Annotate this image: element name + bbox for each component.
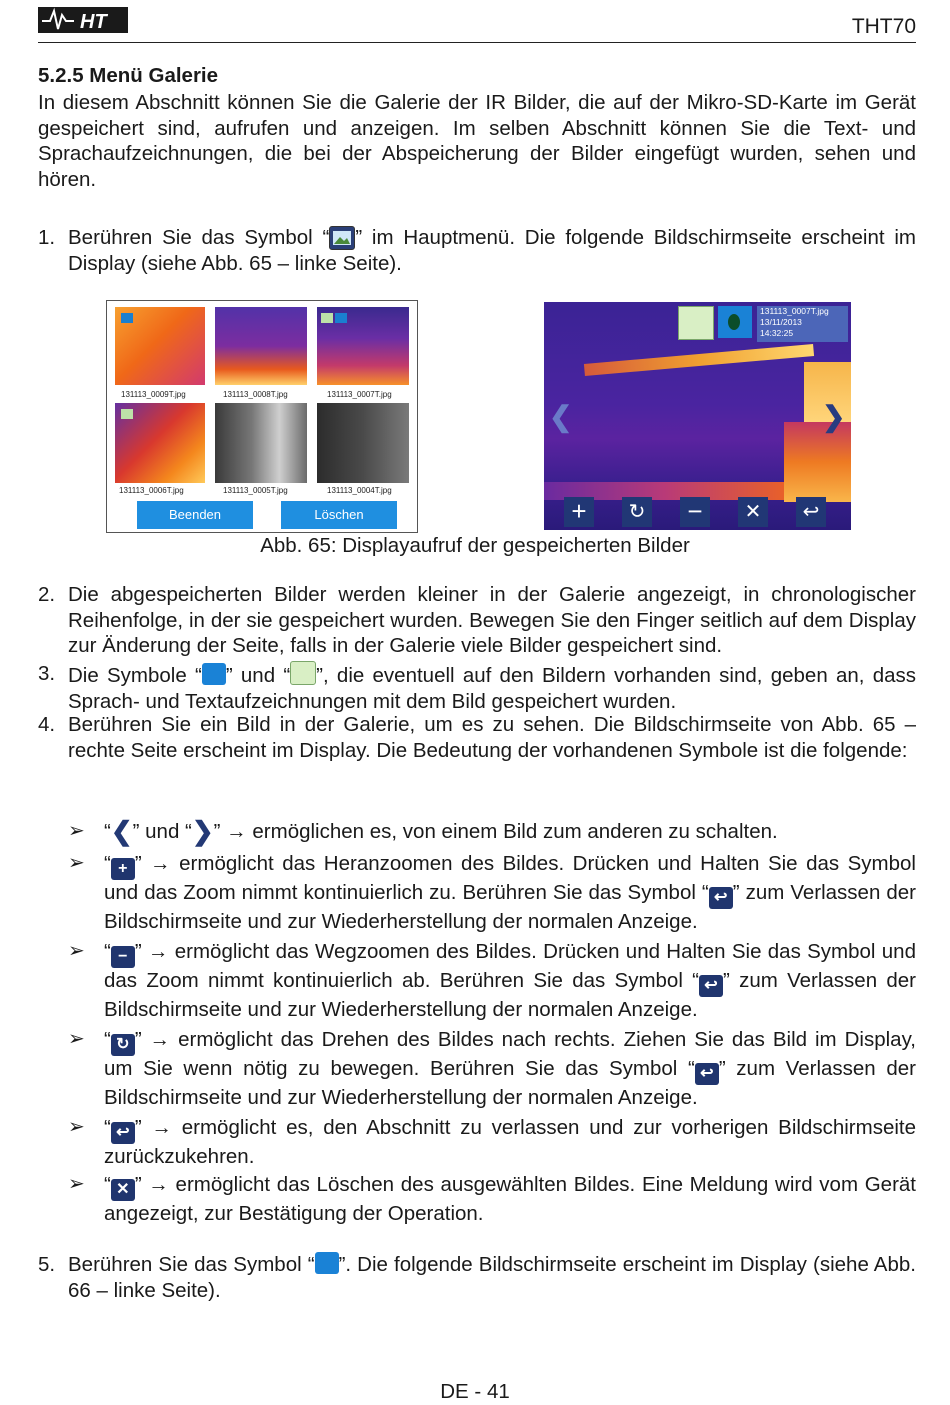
step-number: 4. xyxy=(38,713,56,736)
bullet-arrow-icon: ➢ xyxy=(68,820,85,842)
voice-note-icon xyxy=(202,663,226,685)
thumbnail-label: 131113_0005T.jpg xyxy=(223,486,288,495)
thumbnail xyxy=(115,307,205,385)
voice-badge-icon xyxy=(121,313,133,323)
step-text-cont: ”. Die folgende Bildschirmseite erscheint im Display (siehe Abb. 66 – linke Seite). xyxy=(68,1253,916,1302)
bullet-back xyxy=(68,1115,916,1170)
bullet-text: ” zum Verlassen der Bildschirmseite und zur Wiederherstellung der normalen Anzeige. xyxy=(104,881,916,933)
voice-note-icon xyxy=(315,1252,339,1274)
bullet-text: ” → ermöglicht es, den Abschnitt zu verlassen und zur vorherigen Bildschirmseite zurückzukehren. xyxy=(104,1116,916,1168)
text-note-icon xyxy=(290,661,316,685)
gallery-screenshot xyxy=(106,300,418,533)
step-number: 3. xyxy=(38,662,56,685)
zoom-out-button[interactable]: − xyxy=(680,497,710,527)
bullet-text: “ xyxy=(104,1028,111,1051)
back-icon: ↩ xyxy=(695,1063,719,1085)
prev-arrow-icon[interactable]: ❮ xyxy=(549,401,573,432)
prev-arrow-icon: ❮ xyxy=(110,816,133,846)
bullet-text: “ xyxy=(104,1173,111,1196)
rotate-icon: ↻ xyxy=(111,1034,135,1056)
step-4 xyxy=(38,712,916,763)
back-icon: ↩ xyxy=(111,1122,135,1144)
next-arrow-icon: ❯ xyxy=(191,816,214,846)
file-time: 14:32:25 xyxy=(760,328,794,338)
hot-area xyxy=(784,422,851,502)
ht-logo xyxy=(38,5,130,35)
thumbnail-label: 131113_0004T.jpg xyxy=(327,486,392,495)
thumbnail-label: 131113_0008T.jpg xyxy=(223,390,288,399)
step-5 xyxy=(38,1252,916,1303)
delete-button[interactable]: Löschen xyxy=(281,501,397,529)
bullet-arrow-icon: ➢ xyxy=(68,1116,85,1138)
page-number: DE - 41 xyxy=(440,1380,510,1403)
bullet-text: ” → ermöglicht das Heranzoomen des Bildes. Drücken und Halten Sie das Symbol und das Zoom nimmt kontinuierlich zu. Berühren Sie das Symbol “ xyxy=(104,852,916,904)
back-button[interactable]: ↩ xyxy=(796,497,826,527)
text-note-badge-icon xyxy=(321,313,333,323)
thumbnail-label: 131113_0007T.jpg xyxy=(327,390,392,399)
thumbnail-label: 131113_0009T.jpg xyxy=(121,390,186,399)
bullet-arrow-icon: ➢ xyxy=(68,940,85,962)
thumbnail xyxy=(215,307,307,385)
bullet-text: ” → ermöglicht das Löschen des ausgewählten Bildes. Eine Meldung wird vom Gerät angezeigt, zur Bestätigung der Operation. xyxy=(104,1173,916,1225)
back-icon: ↩ xyxy=(699,975,723,997)
thumbnail xyxy=(115,403,205,483)
delete-icon: ✕ xyxy=(111,1179,135,1201)
bullet-arrow-icon: ➢ xyxy=(68,852,85,874)
rotate-button[interactable]: ↻ xyxy=(622,497,652,527)
bullet-rotate xyxy=(68,1027,916,1111)
step-1 xyxy=(38,225,916,276)
back-icon: ↩ xyxy=(709,887,733,909)
figure-caption: Abb. 65: Displayaufruf der gespeicherten Bilder xyxy=(260,534,690,557)
step-3 xyxy=(38,661,916,714)
voice-note-icon[interactable] xyxy=(718,306,752,338)
step-text-cont: ” im Hauptmenü. Die folgende Bildschirmseite erscheint im Display (siehe Abb. 65 – linke Seite). xyxy=(68,226,916,275)
zoom-in-button[interactable]: + xyxy=(564,497,594,527)
thumbnail xyxy=(317,307,409,385)
bullet-delete xyxy=(68,1172,916,1227)
step-text: Berühren Sie ein Bild in der Galerie, um es zu sehen. Die Bildschirmseite von Abb. 65 – rechte Seite erscheint im Display. Die Bedeutung der vorhandenen Symbole ist die folgende: xyxy=(68,713,916,762)
voice-badge-icon xyxy=(335,313,347,323)
text-note-icon[interactable] xyxy=(678,306,714,340)
bullet-text: ” zum Verlassen der Bildschirmseite und zur Wiederherstellung der normalen Anzeige. xyxy=(104,969,916,1021)
model-name: THT70 xyxy=(851,15,916,38)
thumbnail xyxy=(317,403,409,483)
step-text: Die abgespeicherten Bilder werden kleiner in der Galerie angezeigt, in chronologischer Reihenfolge, in der sie gespeichert wurden. Bewegen Sie den Finger seitlich auf dem Display zur Änderung der Seite, falls in der Galerie viele Bilder gespeichert sind. xyxy=(68,583,916,657)
bullet-arrow-icon: ➢ xyxy=(68,1028,85,1050)
step-text: Berühren Sie das Symbol “ xyxy=(68,1253,315,1276)
bullet-text: “ xyxy=(104,940,111,963)
logo-text: HT xyxy=(80,11,107,33)
bullet-text: ” → ermöglichen es, von einem Bild zum anderen zu schalten. xyxy=(213,820,778,843)
thumbnail xyxy=(215,403,307,483)
gallery-icon xyxy=(329,226,355,250)
header-rule xyxy=(38,42,916,43)
step-number: 1. xyxy=(38,226,56,249)
section-heading: 5.2.5 Menü Galerie xyxy=(38,64,219,87)
bullet-text: ” und “ xyxy=(132,820,192,843)
bullet-text: ” zum Verlassen der Bildschirmseite und zur Wiederherstellung der normalen Anzeige. xyxy=(104,1057,916,1109)
step-text-cont: ”, die eventuell auf den Bildern vorhanden sind, geben an, dass Sprach- und Textaufzeichnungen mit dem Bild gespeichert wurden. xyxy=(68,664,916,713)
thumbnail-label: 131113_0006T.jpg xyxy=(119,486,184,495)
file-name: 131113_0007T.jpg xyxy=(760,306,829,316)
file-date: 13/11/2013 xyxy=(760,317,802,327)
exit-button[interactable]: Beenden xyxy=(137,501,253,529)
bullet-prev-next xyxy=(68,816,916,846)
bullet-text: ” → ermöglicht das Drehen des Bildes nach rechts. Ziehen Sie das Bild im Display, um Sie wenn nötig zu bewegen. Berühren Sie das Symbol “ xyxy=(104,1028,916,1080)
delete-image-button[interactable]: ✕ xyxy=(738,497,768,527)
intro-paragraph: In diesem Abschnitt können Sie die Galerie der IR Bilder, die auf der Mikro-SD-Karte im Gerät gespeichert sind, aufrufen und anzeigen. Im selben Abschnitt können Sie die Text- und Sprachaufzeichnungen, die bei der Abspeicherung der Bilder eingefügt wurden, sehen und hören. xyxy=(38,91,916,191)
bullet-zoom-out xyxy=(68,939,916,1023)
bullet-text: “ xyxy=(104,820,111,843)
bullet-zoom-in xyxy=(68,851,916,935)
step-text-cont: ” und “ xyxy=(225,664,291,687)
bullet-text: “ xyxy=(104,1116,111,1139)
minus-icon: − xyxy=(111,946,135,968)
step-text: Berühren Sie das Symbol “ xyxy=(68,226,330,249)
file-info-box xyxy=(757,306,848,342)
image-viewer-screenshot xyxy=(544,302,851,530)
bullet-arrow-icon: ➢ xyxy=(68,1173,85,1195)
step-text: Die Symbole “ xyxy=(68,664,202,687)
plus-icon: + xyxy=(111,858,135,880)
text-note-badge-icon xyxy=(121,409,133,419)
bullet-text: “ xyxy=(104,852,111,875)
bullet-text: ” → ermöglicht das Wegzoomen des Bildes. Drücken und Halten Sie das Symbol und das Zoom nimmt kontinuierlich ab. Berühren Sie das Symbol “ xyxy=(104,940,916,992)
step-number: 5. xyxy=(38,1253,56,1276)
step-2 xyxy=(38,582,916,659)
next-arrow-icon[interactable]: ❯ xyxy=(822,401,846,432)
step-number: 2. xyxy=(38,583,56,606)
